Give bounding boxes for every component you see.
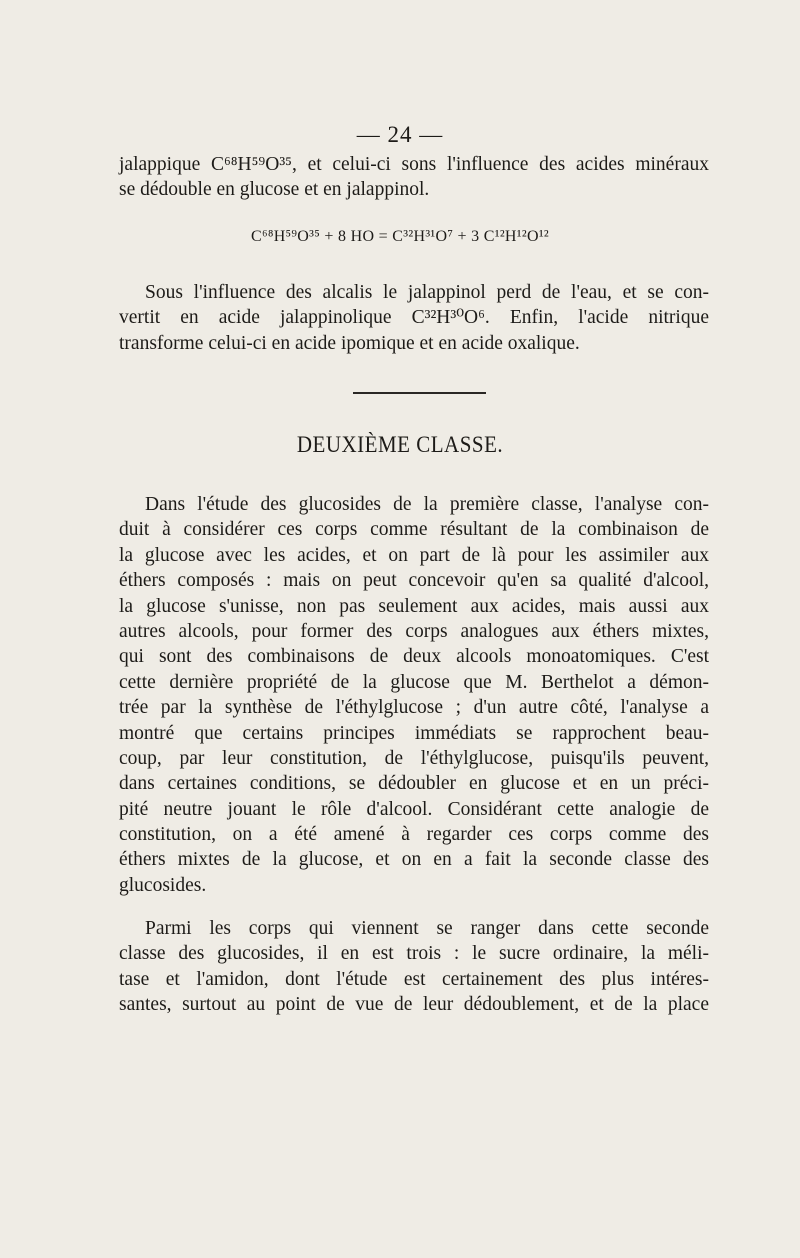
- text-line: vertit en acide jalappinolique C³²H³⁰O⁶. Enfin, l'acide nitrique: [119, 307, 709, 329]
- text-line: jalappique C⁶⁸H⁵⁹O³⁵, et celui-ci sons l'influence des acides minéraux: [119, 154, 709, 175]
- page-number: — 24 —: [356, 122, 444, 147]
- text-line: coup, par leur constitution, de l'éthylglucose, puisqu'ils peuvent,: [119, 747, 709, 769]
- text-line: Dans l'étude des glucosides de la première classe, l'analyse con-: [145, 494, 709, 515]
- text-line: constitution, on a été amené à regarder ces corps comme des: [119, 824, 709, 846]
- text-line: se dédouble en glucose et en jalappinol.: [119, 179, 430, 201]
- section-divider: [353, 392, 486, 394]
- chemical-formula: C⁶⁸H⁵⁹O³⁵ + 8 HO = C³²H³¹O⁷ + 3 C¹²H¹²O¹²: [250, 228, 550, 245]
- text-line: la glucose avec les acides, et on part de là pour les assimiler aux: [119, 544, 709, 566]
- text-line: trée par la synthèse de l'éthylglucose ; d'un autre côté, l'analyse a: [119, 697, 709, 719]
- text-line: duit à considérer ces corps comme résultant de la combinaison de: [119, 519, 709, 541]
- text-line: Sous l'influence des alcalis le jalappinol perd de l'eau, et se con-: [145, 282, 709, 303]
- text-line: cette dernière propriété de la glucose que M. Berthelot a démon-: [119, 671, 709, 693]
- text-line: dans certaines conditions, se dédoubler en glucose et en un préci-: [119, 773, 709, 795]
- text-line: santes, surtout au point de vue de leur dédoublement, et de la place: [119, 994, 709, 1016]
- paragraph-3: [119, 492, 709, 898]
- text-line: transforme celui-ci en acide ipomique et en acide oxalique.: [119, 332, 580, 354]
- text-line: classe des glucosides, il en est trois : le sucre ordinaire, la méli-: [119, 943, 709, 965]
- paragraph-2: [119, 280, 709, 356]
- text-line: pité neutre jouant le rôle d'alcool. Considérant cette analogie de: [119, 798, 709, 820]
- paragraph-1: [119, 152, 709, 203]
- text-line: la glucose s'unisse, non pas seulement aux acides, mais aussi aux: [119, 595, 709, 617]
- text-line: tase et l'amidon, dont l'étude est certainement des plus intéres-: [119, 968, 709, 990]
- text-line: glucosides.: [119, 874, 207, 896]
- text-line: éthers mixtes de la glucose, et on en a fait la seconde classe des: [119, 849, 709, 871]
- section-heading: DEUXIÈME CLASSE.: [296, 430, 504, 458]
- text-line: Parmi les corps qui viennent se ranger dans cette seconde: [145, 918, 709, 939]
- text-line: éthers composés : mais on peut concevoir qu'en sa qualité d'alcool,: [119, 570, 709, 592]
- paragraph-4: [119, 916, 709, 1018]
- text-line: montré que certains principes immédiats se rapprochent beau-: [119, 722, 709, 744]
- text-line: qui sont des combinaisons de deux alcools monoatomiques. C'est: [119, 646, 709, 668]
- text-line: autres alcools, pour former des corps analogues aux éthers mixtes,: [119, 620, 709, 642]
